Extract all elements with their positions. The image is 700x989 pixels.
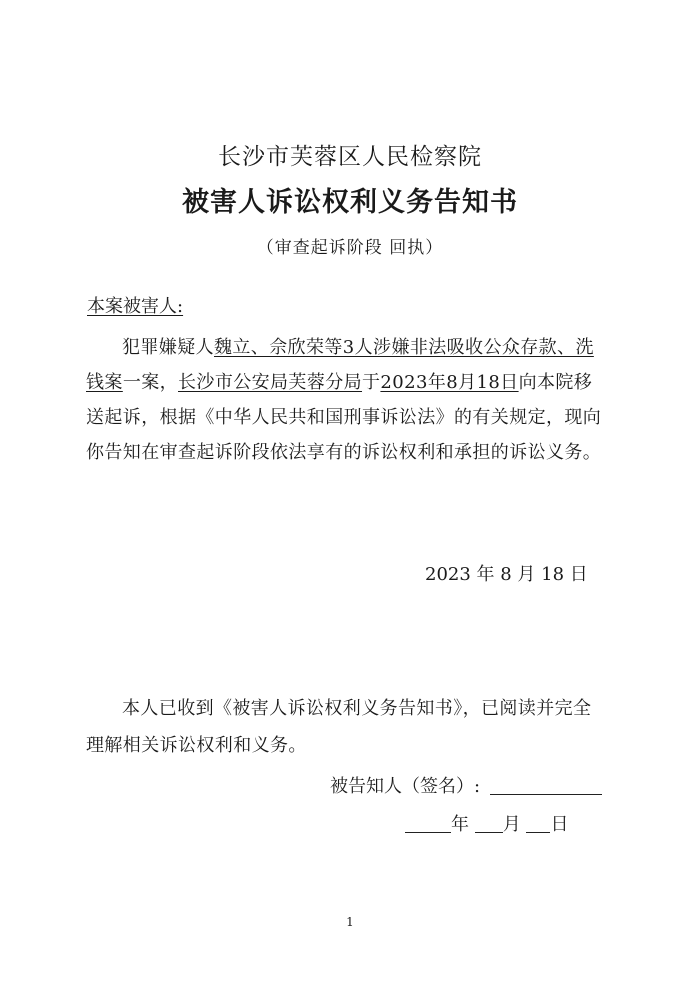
issue-date: 2023 年 8 月 18 日 — [425, 564, 588, 585]
page-number: 1 — [346, 915, 354, 929]
month-label: 月 — [502, 814, 521, 835]
transfer-date: 2023年8月18日 — [380, 372, 519, 393]
month-field[interactable] — [475, 814, 503, 833]
addressee: 本案被害人: — [87, 296, 184, 317]
signer-label: 被告知人（签名）: — [330, 776, 481, 797]
body-text-3: 于 — [362, 372, 381, 393]
body-text-1: 犯罪嫌疑人 — [122, 337, 214, 358]
day-field[interactable] — [526, 814, 550, 833]
year-label: 年 — [451, 814, 469, 835]
notice-paragraph — [86, 330, 608, 470]
case-suspects: 魏立、佘欣荣等3人涉嫌非法吸收公众存款、洗钱案 — [86, 337, 594, 393]
body-text-4: 向本院移送起诉，根据《中华人民共和国刑事诉讼法》的有关规定，现向你告知在审查起诉阶段依法享有的诉讼权利和承担的诉讼义务。 — [86, 372, 602, 463]
signature-date-row — [405, 810, 568, 836]
agency-name: 长沙市芙蓉区人民检察院 — [218, 144, 482, 170]
signature-field[interactable] — [490, 776, 602, 795]
receipt-statement: 本人已收到《被害人诉讼权利义务告知书》，已阅读并完全理解相关诉讼权利和义务。 — [86, 698, 592, 756]
document-subtitle: （审查起诉阶段 回执） — [256, 238, 444, 258]
day-label: 日 — [550, 814, 569, 835]
signature-row — [330, 772, 602, 798]
body-text-2: 一案， — [122, 372, 179, 393]
year-field[interactable] — [405, 814, 451, 833]
document-title: 被害人诉讼权利义务告知书 — [182, 187, 518, 218]
police-agency: 长沙市公安局芙蓉分局 — [178, 372, 363, 393]
